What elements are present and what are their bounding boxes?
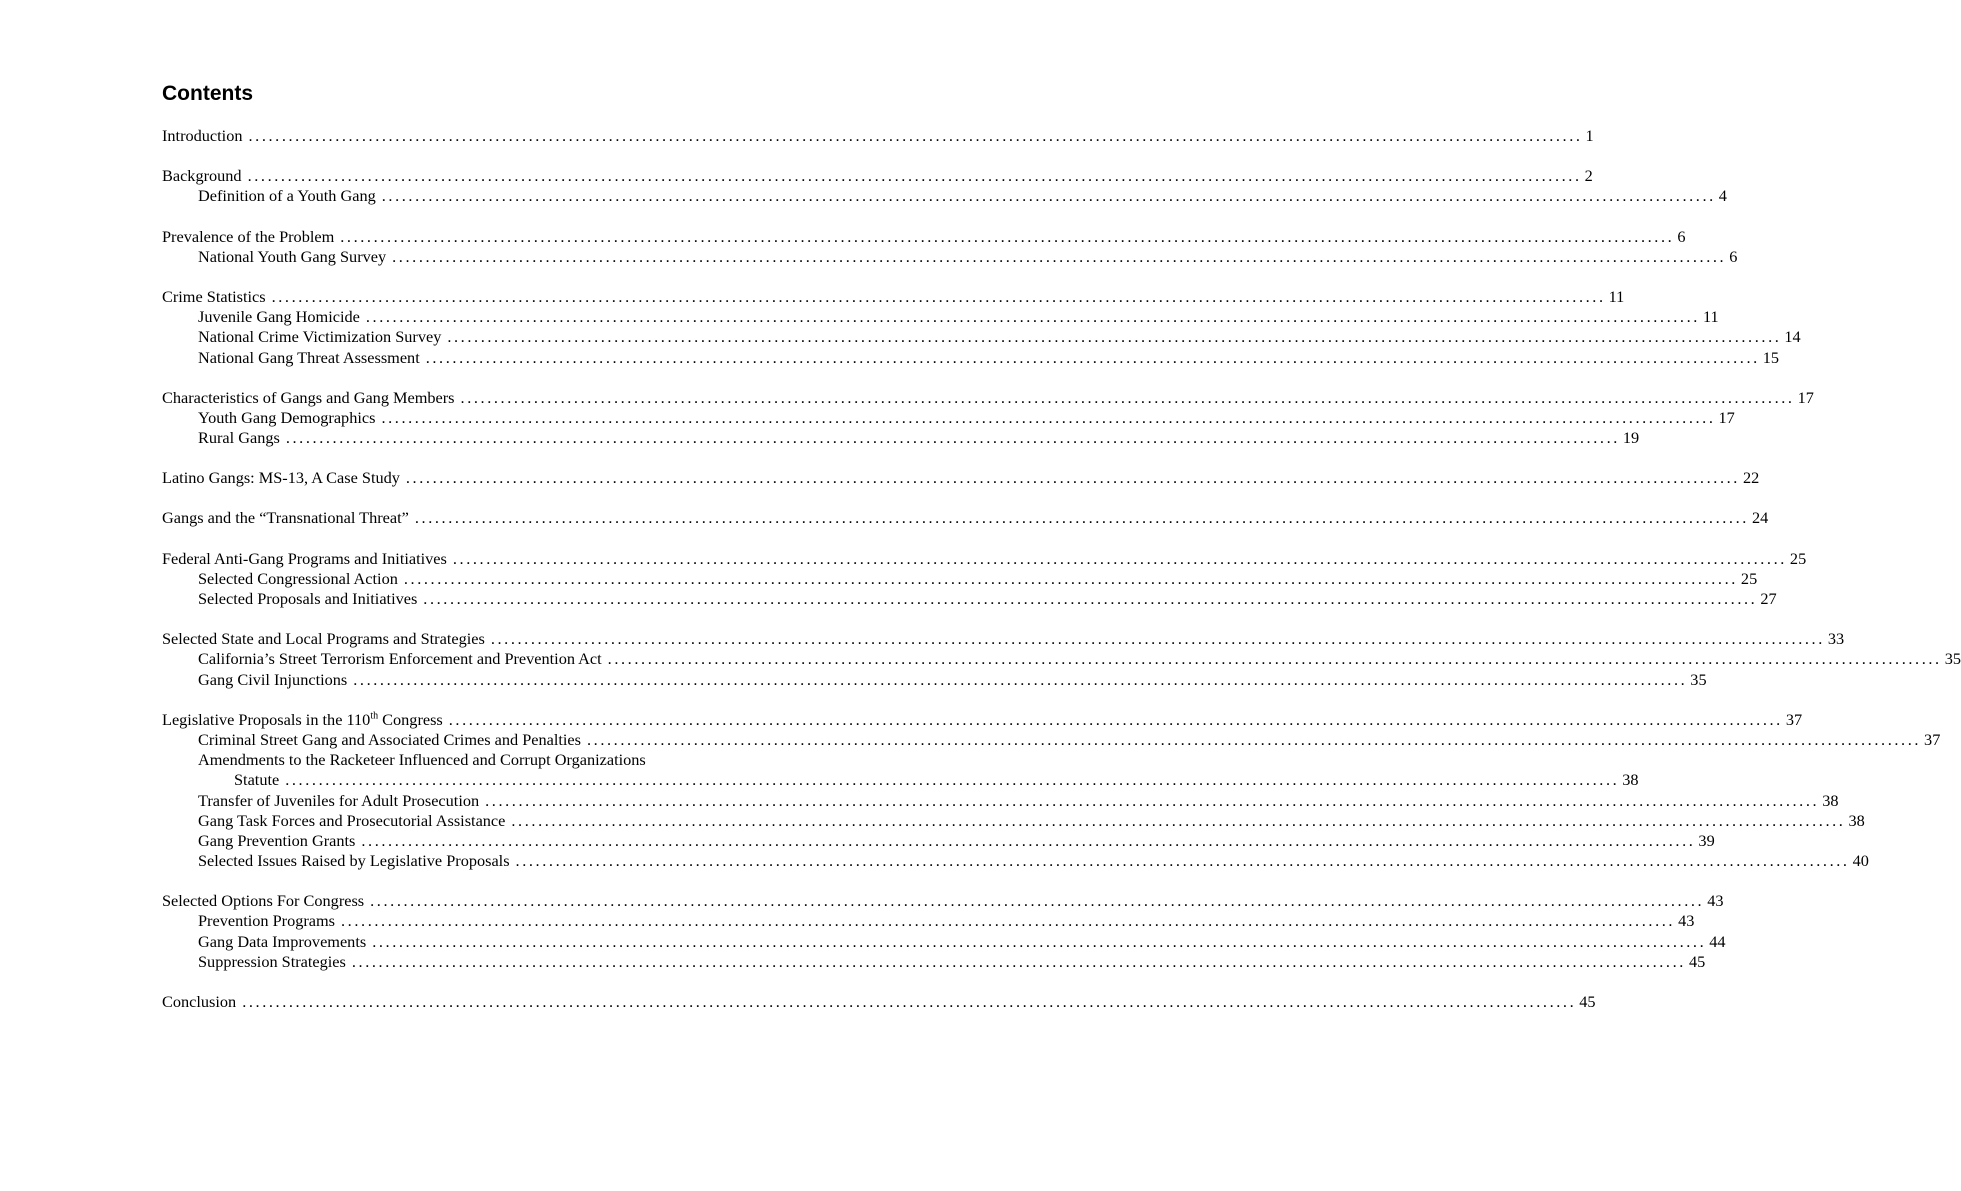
toc-entry-title: Selected State and Local Programs and Strategies bbox=[162, 629, 485, 649]
table-of-contents bbox=[162, 126, 1961, 1032]
dot-leader: ........................................................................................................................................................................................................ bbox=[425, 347, 1760, 367]
toc-group bbox=[162, 166, 1727, 206]
dot-leader: ........................................................................................................................................................................................................ bbox=[460, 387, 1795, 407]
toc-entry-page: 35 bbox=[1690, 669, 1707, 689]
toc-entry[interactable] bbox=[162, 629, 1845, 649]
toc-entry-page: 39 bbox=[1698, 830, 1715, 850]
toc-entry-title: Prevalence of the Problem bbox=[162, 226, 335, 246]
dot-leader: ........................................................................................................................................................................................................ bbox=[271, 286, 1606, 306]
toc-subentry[interactable] bbox=[162, 186, 1727, 206]
dot-leader: ........................................................................................................................................................................................................ bbox=[586, 729, 1922, 749]
toc-entry-title: National Youth Gang Survey bbox=[198, 246, 387, 266]
toc-subentry[interactable] bbox=[162, 347, 1780, 368]
toc-entry-page: 45 bbox=[1579, 992, 1596, 1011]
toc-entry[interactable] bbox=[162, 548, 1807, 569]
toc-entry-title: Criminal Street Gang and Associated Crimes and Penalties bbox=[198, 729, 581, 749]
toc-entry-page: 17 bbox=[1797, 387, 1814, 407]
toc-subentry[interactable] bbox=[162, 589, 1777, 609]
toc-subentry[interactable] bbox=[162, 911, 1695, 931]
dot-leader: ........................................................................................................................................................................................................ bbox=[365, 307, 1700, 327]
dot-leader: ........................................................................................................................................................................................................ bbox=[423, 589, 1758, 608]
toc-entry-page: 37 bbox=[1785, 709, 1803, 729]
toc-entry-page: 38 bbox=[1848, 810, 1865, 830]
toc-entry[interactable] bbox=[162, 166, 1593, 186]
title-superscript: th bbox=[370, 710, 379, 722]
dot-leader: ........................................................................................................................................................................................................ bbox=[490, 629, 1825, 649]
toc-entry-title: California’s Street Terrorism Enforcement and Prevention Act bbox=[198, 649, 602, 669]
toc-group bbox=[162, 709, 1941, 872]
toc-entry-page: 11 bbox=[1608, 286, 1625, 306]
dot-leader: ........................................................................................................................................................................................................ bbox=[248, 126, 1583, 145]
dot-leader: ........................................................................................................................................................................................................ bbox=[511, 810, 1846, 830]
toc-entry-page: 4 bbox=[1718, 186, 1727, 206]
toc-group bbox=[162, 629, 1961, 690]
title-text: Congress bbox=[378, 709, 443, 729]
toc-entry-title: Suppression Strategies bbox=[198, 951, 346, 971]
toc-entry[interactable] bbox=[162, 992, 1596, 1012]
toc-group bbox=[162, 126, 1594, 146]
dot-leader: ........................................................................................................................................................................................................ bbox=[361, 830, 1696, 850]
toc-group bbox=[162, 286, 1801, 368]
toc-entry-page: 22 bbox=[1742, 468, 1760, 488]
toc-entry-title: Definition of a Youth Gang bbox=[198, 186, 376, 206]
toc-subentry[interactable] bbox=[162, 428, 1640, 448]
toc-entry-page: 24 bbox=[1751, 508, 1769, 528]
toc-entry-title: Gang Civil Injunctions bbox=[198, 669, 348, 689]
toc-entry-page: 2 bbox=[1584, 166, 1593, 186]
toc-subentry[interactable] bbox=[162, 830, 1715, 851]
toc-subentry-continuation[interactable] bbox=[162, 770, 1639, 790]
toc-subentry[interactable] bbox=[162, 729, 1941, 750]
toc-entry-page: 1 bbox=[1585, 126, 1594, 145]
toc-entry-title bbox=[162, 710, 443, 730]
toc-group bbox=[162, 468, 1760, 488]
toc-entry-title: Gang Task Forces and Prosecutorial Assistance bbox=[198, 810, 506, 830]
dot-leader: ........................................................................................................................................................................................................ bbox=[447, 327, 1782, 347]
toc-entry-page: 38 bbox=[1822, 790, 1839, 810]
toc-entry-page: 44 bbox=[1709, 931, 1726, 951]
toc-entry-page: 11 bbox=[1702, 307, 1719, 327]
toc-group bbox=[162, 387, 1814, 449]
toc-entry-page: 25 bbox=[1740, 568, 1758, 588]
toc-entry-page: 45 bbox=[1688, 951, 1706, 971]
toc-entry-title: Youth Gang Demographics bbox=[198, 407, 376, 427]
toc-entry-title: Latino Gangs: MS-13, A Case Study bbox=[162, 468, 400, 488]
toc-entry[interactable] bbox=[162, 387, 1814, 408]
toc-entry-page: 38 bbox=[1622, 770, 1639, 790]
toc-entry-page: 37 bbox=[1924, 729, 1941, 749]
toc-subentry-wrapped[interactable] bbox=[162, 750, 758, 770]
toc-subentry[interactable] bbox=[162, 327, 1801, 347]
toc-entry-title: Selected Congressional Action bbox=[198, 568, 398, 588]
dot-leader: ........................................................................................................................................................................................................ bbox=[448, 709, 1783, 729]
toc-entry[interactable] bbox=[162, 709, 1803, 730]
toc-entry-title: Conclusion bbox=[162, 992, 237, 1011]
toc-entry-title: Characteristics of Gangs and Gang Members bbox=[162, 387, 455, 407]
toc-entry-page: 14 bbox=[1784, 327, 1801, 347]
toc-entry-page: 33 bbox=[1827, 629, 1845, 649]
toc-entry-page: 15 bbox=[1762, 347, 1780, 367]
dot-leader: ........................................................................................................................................................................................................ bbox=[405, 468, 1740, 488]
dot-leader: ........................................................................................................................................................................................................ bbox=[285, 770, 1620, 790]
dot-leader: ........................................................................................................................................................................................................ bbox=[392, 246, 1727, 266]
toc-entry[interactable] bbox=[162, 891, 1724, 911]
toc-entry-page: 43 bbox=[1707, 891, 1724, 911]
toc-entry-page: 6 bbox=[1729, 246, 1738, 266]
toc-subentry[interactable] bbox=[162, 568, 1758, 589]
toc-entry-title: National Gang Threat Assessment bbox=[198, 347, 420, 367]
dot-leader: ........................................................................................................................................................................................................ bbox=[285, 428, 1620, 448]
dot-leader: ........................................................................................................................................................................................................ bbox=[341, 911, 1676, 931]
toc-entry-title: Rural Gangs bbox=[198, 428, 280, 448]
toc-entry-page: 35 bbox=[1944, 649, 1961, 669]
dot-leader: ........................................................................................................................................................................................................ bbox=[452, 548, 1787, 568]
dot-leader: ........................................................................................................................................................................................................ bbox=[414, 508, 1749, 528]
toc-entry-title: Selected Options For Congress bbox=[162, 891, 365, 911]
toc-entry[interactable] bbox=[162, 226, 1686, 247]
toc-subentry[interactable] bbox=[162, 246, 1738, 267]
toc-subentry[interactable] bbox=[162, 931, 1726, 952]
toc-entry-title: Selected Issues Raised by Legislative Proposals bbox=[198, 851, 510, 871]
toc-entry-title: Gang Prevention Grants bbox=[198, 830, 356, 850]
toc-entry-page: 43 bbox=[1678, 911, 1695, 931]
toc-subentry[interactable] bbox=[162, 407, 1735, 428]
toc-entry-page: 40 bbox=[1852, 851, 1869, 871]
toc-subentry[interactable] bbox=[162, 851, 1869, 871]
toc-entry-title: Transfer of Juveniles for Adult Prosecution bbox=[198, 790, 480, 810]
toc-entry-page: 25 bbox=[1789, 548, 1807, 568]
dot-leader: ........................................................................................................................................................................................................ bbox=[340, 226, 1675, 246]
toc-entry-title: Federal Anti-Gang Programs and Initiatives bbox=[162, 548, 447, 568]
toc-entry-title: Prevention Programs bbox=[198, 911, 336, 931]
toc-group bbox=[162, 992, 1596, 1012]
toc-group bbox=[162, 548, 1807, 610]
dot-leader: ........................................................................................................................................................................................................ bbox=[485, 790, 1820, 810]
toc-entry-title: Background bbox=[162, 166, 242, 186]
toc-group bbox=[162, 508, 1769, 528]
dot-leader: ........................................................................................................................................................................................................ bbox=[607, 649, 1942, 669]
toc-subentry[interactable] bbox=[162, 307, 1719, 327]
toc-entry-page: 17 bbox=[1718, 407, 1735, 427]
toc-subentry[interactable] bbox=[162, 649, 1961, 669]
toc-entry-page: 27 bbox=[1760, 589, 1777, 608]
toc-subentry[interactable] bbox=[162, 810, 1865, 831]
toc-entry-page: 19 bbox=[1622, 428, 1640, 448]
toc-entry[interactable] bbox=[162, 286, 1625, 307]
dot-leader: ........................................................................................................................................................................................................ bbox=[381, 186, 1716, 206]
toc-entry-title: Amendments to the Racketeer Influenced and Corrupt Organizations bbox=[198, 750, 646, 770]
toc-entry-title: Introduction bbox=[162, 126, 243, 145]
toc-entry-title: Selected Proposals and Initiatives bbox=[198, 589, 418, 608]
toc-entry-title: Crime Statistics bbox=[162, 286, 266, 306]
toc-entry-title: Gangs and the “Transnational Threat” bbox=[162, 508, 409, 528]
toc-entry-title: Gang Data Improvements bbox=[198, 931, 367, 951]
toc-group bbox=[162, 226, 1738, 267]
dot-leader: ........................................................................................................................................................................................................ bbox=[247, 166, 1582, 186]
toc-entry[interactable] bbox=[162, 508, 1769, 528]
dot-leader: ........................................................................................................................................................................................................ bbox=[515, 851, 1850, 871]
toc-entry[interactable] bbox=[162, 468, 1760, 488]
dot-leader: ........................................................................................................................................................................................................ bbox=[370, 891, 1705, 911]
dot-leader: ........................................................................................................................................................................................................ bbox=[351, 951, 1686, 971]
toc-subentry[interactable] bbox=[162, 790, 1839, 811]
title-text: Legislative Proposals in the 110 bbox=[162, 709, 371, 729]
toc-subentry[interactable] bbox=[162, 951, 1706, 972]
toc-entry-page: 6 bbox=[1677, 226, 1686, 246]
dot-leader: ........................................................................................................................................................................................................ bbox=[403, 568, 1738, 588]
toc-entry-title-continuation: Statute bbox=[234, 770, 280, 790]
dot-leader: ........................................................................................................................................................................................................ bbox=[353, 669, 1688, 689]
toc-entry-title: National Crime Victimization Survey bbox=[198, 327, 442, 347]
toc-subentry[interactable] bbox=[162, 669, 1707, 690]
dot-leader: ........................................................................................................................................................................................................ bbox=[372, 931, 1707, 951]
dot-leader: ........................................................................................................................................................................................................ bbox=[381, 407, 1716, 427]
toc-entry[interactable] bbox=[162, 126, 1594, 146]
toc-entry-title: Juvenile Gang Homicide bbox=[198, 307, 360, 327]
toc-group bbox=[162, 891, 1726, 972]
contents-heading: Contents bbox=[162, 82, 253, 105]
dot-leader: ........................................................................................................................................................................................................ bbox=[242, 992, 1577, 1011]
